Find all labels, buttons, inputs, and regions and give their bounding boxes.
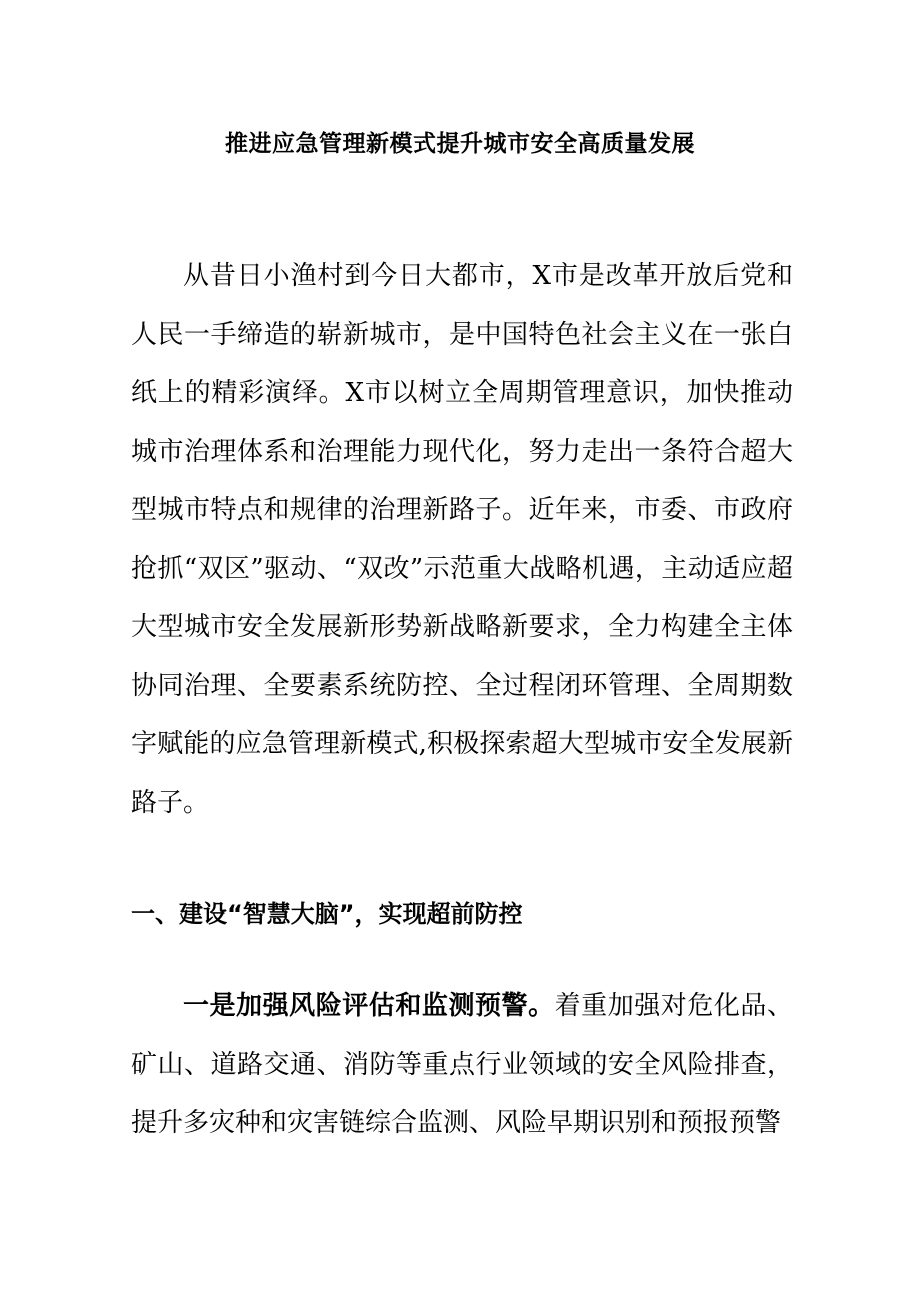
intro-paragraph: 从昔日小渔村到今日大都市，X市是改革开放后党和人民一手缔造的崭新城市，是中国特色社会主义在一张白纸上的精彩演绎。X市以树立全周期管理意识，加快推动城市治理体系和治理能力现代化，努力走出一条符合超大型城市特点和规律的治理新路子。近年来，市委、市政府抢抓“双区”驱动、“双改”示范重大战略机遇，主动适应超大型城市安全发展新形势新战略新要求，全力构建全主体协同治理、全要素系统防控、全过程闭环管理、全周期数字赋能的应急管理新模式,积极探索超大型城市安全发展新路子。 bbox=[131, 261, 793, 818]
paragraph-lead: 一是加强风险评估和监测预警。 bbox=[183, 991, 555, 1021]
section-heading: 一、建设“智慧大脑”，实现超前防控 bbox=[131, 900, 523, 928]
section-paragraph bbox=[131, 977, 793, 1153]
document-title: 推进应急管理新模式提升城市安全高质量发展 bbox=[225, 131, 695, 157]
paragraph-text: 着重加强对危化品、矿山、道路交通、消防等重点行业领域的安全风险排查，提升多灾种和灾害链综合监测、风险早期识别和预报预警 bbox=[131, 991, 793, 1138]
